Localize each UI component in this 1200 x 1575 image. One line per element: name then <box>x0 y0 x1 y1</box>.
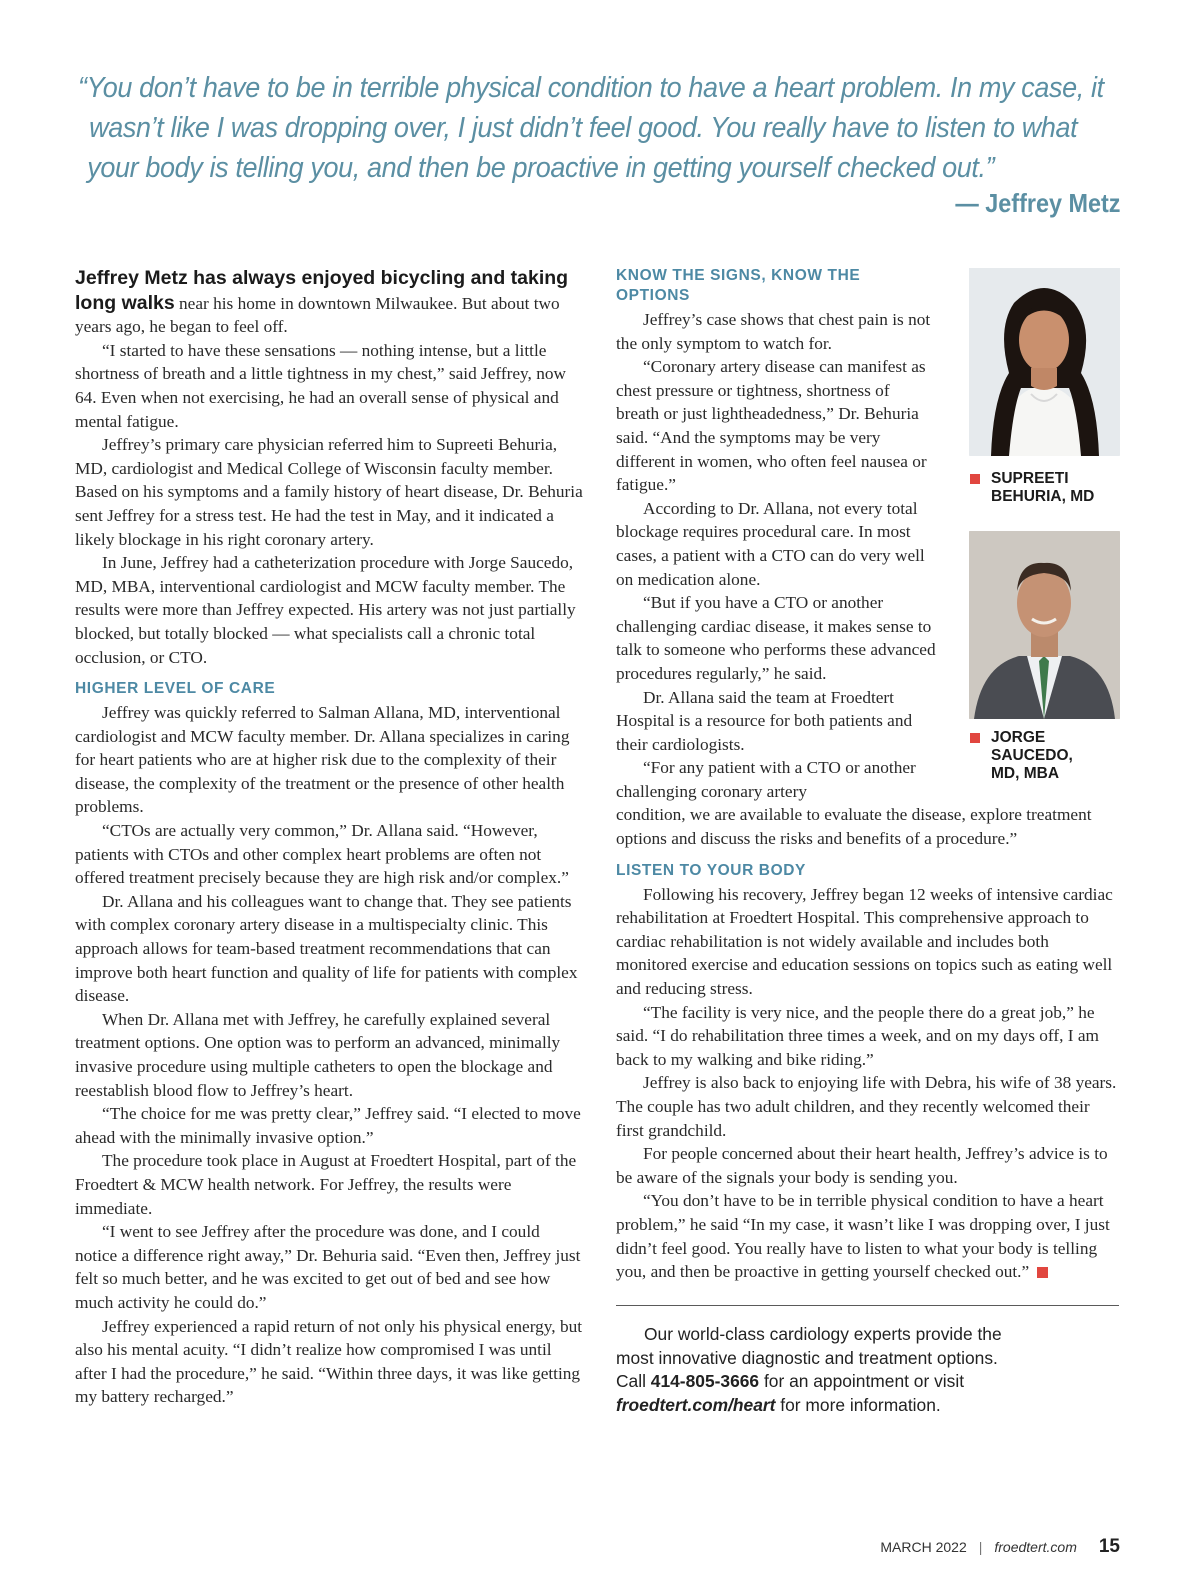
body-paragraph: In June, Jeffrey had a catheterization procedure with Jorge Saucedo, MD, MBA, interventional cardiologist and MCW faculty member. The results were more than Jeffrey expected. His artery was not just partially blocked, but totally blocked — what specialists call a chronic total occlusion, or CTO. <box>75 553 576 667</box>
body-paragraph: “I went to see Jeffrey after the procedure was done, and I could notice a difference right away,” Dr. Behuria said. “Even then, Jeffrey just felt so much better, and he was excited to get out of bed and see how much activity he could do.” <box>75 1222 581 1312</box>
promo-url-link[interactable]: froedtert.com/heart <box>616 1395 776 1416</box>
caption-line: JORGE <box>991 729 1046 746</box>
lead-rest-text: near his home in downtown Milwaukee. But about two years ago, he began to feel off. <box>75 293 560 337</box>
promo-text: for an appointment or visit <box>759 1371 965 1392</box>
caption-supreeti-behuria <box>970 470 1130 506</box>
final-paragraph <box>616 1189 1121 1283</box>
pull-quote-line-1: “You don’t have to be in terrible physical condition to have a heart problem. In my case, it <box>78 72 1104 104</box>
lead-paragraph <box>75 266 585 339</box>
body-paragraph: The procedure took place in August at Froedtert Hospital, part of the Froedtert & MCW health network. For Jeffrey, the results were immediate. <box>75 1151 577 1218</box>
promo-line: most innovative diagnostic and treatment options. <box>616 1347 998 1368</box>
caption-line: MD, MBA <box>991 765 1060 782</box>
body-paragraph: “I started to have these sensations — nothing intense, but a little shortness of breath and a little tightness in my chest,” said Jeffrey, now 64. Even when not exercising, he had an overall sense of physical and mental fatigue. <box>75 340 566 431</box>
pull-quote <box>78 68 1104 188</box>
pull-quote-line-3: your body is telling you, and then be proactive in getting yourself checked out.” <box>87 152 995 184</box>
footer-date: MARCH 2022 <box>880 1539 967 1555</box>
section-heading-listen-to-your-body: LISTEN TO YOUR BODY <box>616 861 806 879</box>
caption-line: SUPREETI <box>991 470 1069 487</box>
caption-jorge-saucedo <box>970 729 1130 783</box>
promo-text: Call <box>616 1371 651 1392</box>
caption-marker-icon <box>970 733 980 743</box>
narrow-text-block <box>616 266 936 803</box>
body-paragraph: Jeffrey’s primary care physician referred him to Supreeti Behuria, MD, cardiologist and Medical College of Wisconsin faculty member. Based on his symptoms and a family history of heart disease, Dr. Behuria sent Jeffrey for a stress test. He had the test in May, and it indicated a likely blockage in his right coronary artery. <box>75 435 583 549</box>
body-paragraph: Jeffrey is also back to enjoying life with Debra, his wife of 38 years. The couple has two adult children, and they recently welcomed their first grandchild. <box>616 1073 1117 1140</box>
body-paragraph: Jeffrey’s case shows that chest pain is not the only symptom to watch for. <box>616 310 931 353</box>
portrait-woman-icon <box>969 268 1120 456</box>
body-paragraph: “But if you have a CTO or another challenging cardiac disease, it makes sense to talk to someone who performs these advanced procedures regularly,” he said. <box>616 593 936 683</box>
body-paragraph: “CTOs are actually very common,” Dr. Allana said. “However, patients with CTOs and other complex heart problems are often not offered treatment precisely because they are high risk and/or complex.” <box>75 821 569 888</box>
left-column <box>75 266 585 1409</box>
body-paragraph: For people concerned about their heart health, Jeffrey’s advice is to be aware of the signals your body is sending you. <box>616 1144 1108 1187</box>
page-footer <box>880 1536 1120 1558</box>
photo-jorge-saucedo <box>969 531 1120 719</box>
body-paragraph: When Dr. Allana met with Jeffrey, he carefully explained several treatment options. One option was to perform an advanced, minimally invasive procedure using multiple catheters to open the blockage and reestablish blood flow to Jeffrey’s heart. <box>75 1009 561 1100</box>
pull-quote-line-2: wasn’t like I was dropping over, I just didn’t feel good. You really have to listen to what <box>89 112 1078 144</box>
body-paragraph: Dr. Allana said the team at Froedtert Hospital is a resource for both patients and their cardiologists. <box>616 687 913 754</box>
lead-bold-text: Jeffrey Metz has always enjoyed bicycling and taking long walks <box>75 267 569 314</box>
footer-site: froedtert.com <box>994 1539 1077 1555</box>
body-paragraph-continued: condition, we are available to evaluate the disease, explore treatment options and discuss the risks and benefits of a procedure.” <box>616 805 1092 849</box>
promo-box <box>616 1323 1121 1418</box>
promo-text: for more information. <box>775 1395 941 1416</box>
page-number: 15 <box>1098 1536 1120 1557</box>
portrait-man-icon <box>969 531 1120 719</box>
body-paragraph: Dr. Allana and his colleagues want to change that. They see patients with complex coronary artery disease in a multispecialty clinic. This approach allows for team-based treatment recommendations that can improve both heart function and quality of life for patients with complex disease. <box>75 891 578 1006</box>
body-paragraph: “The facility is very nice, and the people there do a great job,” he said. “I do rehabilitation three times a week, and on my days off, I am back to my walking and bike riding.” <box>616 1002 1099 1069</box>
body-paragraph: Jeffrey experienced a rapid return of not only his physical energy, but also his mental acuity. “I didn’t realize how compromised I was until after I had the procedure,” he said. “Within three days, it was like getting my battery recharged.” <box>75 1316 583 1407</box>
body-paragraph: According to Dr. Allana, not every total blockage requires procedural care. In most cases, a patient with a CTO can do very well on medication alone. <box>616 498 925 589</box>
body-paragraph: Jeffrey was quickly referred to Salman Allana, MD, interventional cardiologist and MCW faculty member. Dr. Allana specializes in caring for heart patients who are at higher risk due to the complexity of their disease, the complexity of the treatment or the presence of other health problems. <box>75 703 570 817</box>
photo-supreeti-behuria <box>969 268 1120 456</box>
promo-line: Our world-class cardiology experts provide the <box>644 1324 1002 1344</box>
body-paragraph: “For any patient with a CTO or another challenging coronary artery <box>616 758 916 801</box>
promo-line <box>616 1370 1121 1394</box>
body-paragraph: “Coronary artery disease can manifest as chest pressure or tightness, shortness of breath or just lightheadedness,” Dr. Behuria said. “And the symptoms may be very different in women, who often feel nausea or fatigue.” <box>616 357 927 495</box>
caption-line: BEHURIA, MD <box>991 488 1095 505</box>
pull-quote-attribution: — Jeffrey Metz <box>954 188 1120 218</box>
body-paragraph: “The choice for me was pretty clear,” Jeffrey said. “I elected to move ahead with the minimally invasive option.” <box>75 1104 581 1147</box>
section-heading-higher-level-of-care: HIGHER LEVEL OF CARE <box>75 680 276 698</box>
section-heading-know-the-signs: KNOW THE SIGNS, KNOW THE OPTIONS <box>616 267 861 304</box>
promo-line <box>616 1394 1121 1418</box>
footer-separator: | <box>978 1539 983 1555</box>
end-mark-icon <box>1037 1267 1048 1278</box>
caption-line: SAUCEDO, <box>991 747 1073 764</box>
caption-marker-icon <box>970 474 980 484</box>
body-paragraph: Following his recovery, Jeffrey began 12 weeks of intensive cardiac rehabilitation at Froedtert Hospital. This comprehensive approach to cardiac rehabilitation is not widely available and includes both monitored exercise and education sessions on topics such as eating well and reducing stress. <box>616 884 1113 999</box>
promo-phone-number[interactable]: 414-805-3666 <box>650 1371 760 1392</box>
final-paragraph-text: “You don’t have to be in terrible physical condition to have a heart problem,” he said “In my case, it wasn’t like I was dropping over, I just didn’t feel good. You really have to listen to what your body is telling you, and then be proactive in getting yourself checked out.” <box>616 1191 1110 1282</box>
divider <box>616 1305 1119 1306</box>
